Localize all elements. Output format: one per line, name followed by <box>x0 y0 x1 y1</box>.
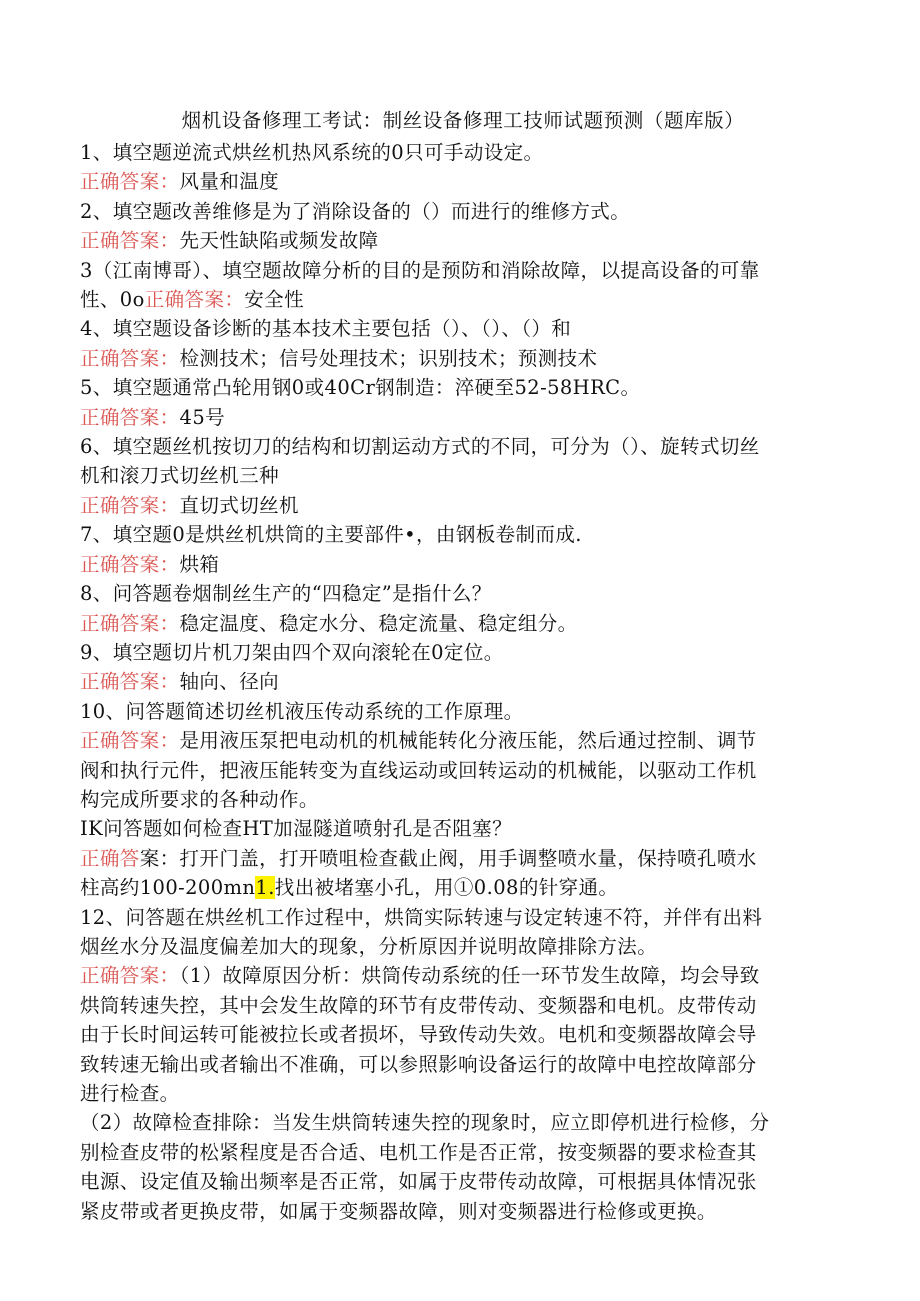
answer-text: （1）故障原因分析：烘筒传动系统的任一环节发生故障，均会导致 <box>179 964 760 988</box>
answer-label: 正确答案： <box>80 346 180 370</box>
question-9: 9、填空题切片机刀架由四个双向滚轮在0定位。 <box>80 640 504 664</box>
answer-label-black: 案： <box>139 846 180 870</box>
answer-8 <box>80 609 828 638</box>
answer-12 <box>80 961 828 990</box>
answer-label: 正确答案： <box>144 288 245 312</box>
answer-label: 正确答案： <box>80 229 180 253</box>
answer-12-cont: 进行检查。 <box>80 1082 180 1105</box>
answer-text: 是用液压泵把电动机的机械能转化分液压能，然后通过控制、调节 <box>179 729 757 753</box>
question-3: 3（江南博哥）、填空题故障分析的目的是预防和消除故障，以提高设备的可靠 <box>80 258 760 282</box>
answer-text: 风量和温度 <box>179 170 280 194</box>
answer-12-para2-cont: 紧皮带或者更换皮带，如属于变频器故障，则对变频器进行检修或更换。 <box>80 1199 717 1223</box>
answer-text: 检测技术；信号处理技术；识别技术；预测技术 <box>179 346 598 370</box>
question-5: 5、填空题通常凸轮用钢0或40Cr钢制造：淬硬至52-58HRC。 <box>80 376 641 400</box>
answer-12-cont: 致转速无输出或者输出不准确，可以参照影响设备运行的故障中电控故障部分 <box>80 1052 757 1076</box>
answer-text: 直切式切丝机 <box>179 493 299 517</box>
answer-5 <box>80 403 828 432</box>
answer-label: 正确答案： <box>80 493 180 517</box>
answer-12-para2-cont: 电源、设定值及输出频率是否正常，如属于皮带传动故障，可根据具体情况张 <box>80 1170 757 1194</box>
answer-label: 正确答案： <box>80 964 180 988</box>
answer-10-cont: 阀和执行元件，把液压能转变为直线运动或回转运动的机械能，以驱动工作机 <box>80 758 757 782</box>
question-10: 10、问答题简述切丝机液压传动系统的工作原理。 <box>80 699 524 723</box>
question-3-cont <box>80 285 828 314</box>
answer-label: 正确答案： <box>80 405 180 429</box>
document-title: 烟机设备修理工考试：制丝设备修理工技师试题预测（题库版） <box>181 109 745 132</box>
answer-12-para2-cont: 别检查皮带的松紧程度是否合适、电机工作是否正常，按变频器的要求检查其 <box>80 1140 757 1164</box>
question-12-cont: 烟丝水分及温度偏差加大的现象，分析原因并说明故障排除方法。 <box>80 934 658 958</box>
answer-text: 柱高约100-200mn <box>80 876 256 900</box>
answer-label: 正确答案： <box>80 611 180 635</box>
question-12: 12、问答题在烘丝机工作过程中，烘筒实际转速与设定转速不符，并伴有出料 <box>80 905 763 929</box>
answer-12-cont: 由于长时间运转可能被拉长或者损坏，导致传动失效。电机和变频器故障会导 <box>80 1023 757 1047</box>
question-4: 4、填空题设备诊断的基本技术主要包括（）、（）、（）和 <box>80 317 572 341</box>
answer-7 <box>80 550 828 579</box>
question-8: 8、问答题卷烟制丝生产的“四稳定”是指什么？ <box>80 582 492 606</box>
highlighted-text: 1. <box>255 876 275 900</box>
answer-12-cont: 烘筒转速失控，其中会发生故障的环节有皮带传动、变频器和电机。皮带传动 <box>80 993 757 1017</box>
answer-text: 稳定温度、稳定水分、稳定流量、稳定组分。 <box>179 611 578 635</box>
answer-10 <box>80 726 828 755</box>
question-1: 1、填空题逆流式烘丝机热风系统的0只可手动设定。 <box>80 141 544 164</box>
answer-text: 烘箱 <box>179 552 220 576</box>
question-7: 7、填空题0是烘丝机烘筒的主要部件•，由钢板卷制而成. <box>80 523 582 547</box>
answer-4 <box>80 344 828 373</box>
answer-2 <box>80 226 828 255</box>
answer-11-cont <box>80 873 828 902</box>
answer-9 <box>80 667 828 696</box>
question-11: IK问答题如何检查HT加湿隧道喷射孔是否阻塞？ <box>80 817 512 841</box>
answer-label-red: 正确答 <box>80 846 140 870</box>
answer-6 <box>80 491 828 520</box>
answer-text: 找出被堵塞小孔，用①0.08的针穿通。 <box>274 876 619 900</box>
answer-text: 打开门盖，打开喷咀检查截止阀，用手调整喷水量，保持喷孔喷水 <box>179 846 757 870</box>
answer-1 <box>80 167 828 196</box>
question-2: 2、填空题改善维修是为了消除设备的（）而进行的维修方式。 <box>80 199 631 223</box>
answer-10-cont: 构完成所要求的各种动作。 <box>80 787 319 811</box>
answer-text: 先天性缺陷或频发故障 <box>179 229 379 253</box>
question-6-cont: 机和滚刀式切丝机三种 <box>80 464 280 488</box>
answer-11 <box>80 844 828 873</box>
answer-text: 安全性 <box>244 288 304 312</box>
answer-label: 正确答案： <box>80 552 180 576</box>
question-6: 6、填空题丝机按切刀的结构和切割运动方式的不同，可分为（）、旋转式切丝 <box>80 435 760 459</box>
question-text: 性、0o <box>80 288 145 312</box>
answer-text: 轴向、径向 <box>179 670 280 694</box>
answer-label: 正确答案： <box>80 670 180 694</box>
answer-label: 正确答案： <box>80 170 180 194</box>
answer-label: 正确答案： <box>80 729 180 753</box>
answer-text: 45号 <box>179 405 226 429</box>
answer-12-para2: （2）故障检查排除：当发生烘筒转速失控的现象时，应立即停机进行检修，分 <box>80 1111 770 1135</box>
